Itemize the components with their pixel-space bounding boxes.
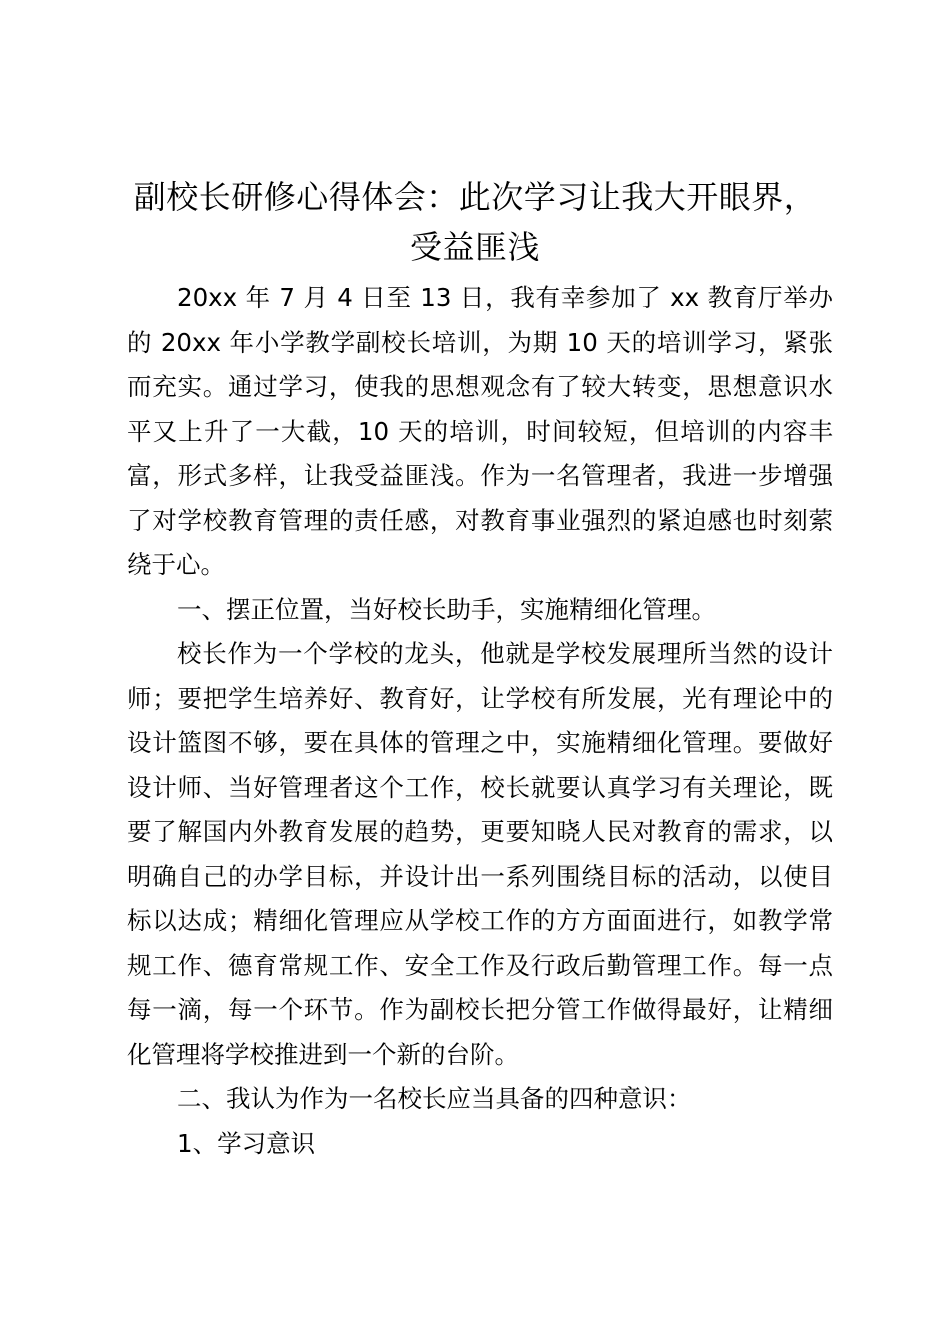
section-heading-1: 一、摆正位置，当好校长助手，实施精细化管理。 (177, 594, 716, 624)
title-line-2: 受益匪浅 (409, 228, 540, 266)
subsection-heading-1: 1、学习意识 (177, 1128, 316, 1158)
document-body (127, 276, 833, 1166)
document-title (110, 172, 840, 272)
intro-paragraph: 20xx 年 7 月 4 日至 13 日，我有幸参加了 xx 教育厅举办的 20xx 年小学教学副校长培训，为期 10 天的培训学习，紧张而充实。通过学习，使我的思想观念有了较大转变，思想意识水平又上升了一大截，10 天的培训，时间较短，但培训的内容丰富，形式多样，让我受益匪浅。作为一名管理者，我进一步增强了对学校教育管理的责任感，对教育事业强烈的紧迫感也时刻萦绕于心。 (127, 283, 833, 579)
title-line-1: 副校长研修心得体会：此次学习让我大开眼界， (133, 178, 817, 216)
section-1-paragraph: 校长作为一个学校的龙头，他就是学校发展理所当然的设计师；要把学生培养好、教育好，让学校有所发展，光有理论中的设计篮图不够，要在具体的管理之中，实施精细化管理。要做好设计师、当好管理者这个工作，校长就要认真学习有关理论，既要了解国内外教育发展的趋势，更要知晓人民对教育的需求，以明确自己的办学目标，并设计出一系列围绕目标的活动，以使目标以达成；精细化管理应从学校工作的方方面面进行，如教学常规工作、德育常规工作、安全工作及行政后勤管理工作。每一点每一滴，每一个环节。作为副校长把分管工作做得最好，让精细化管理将学校推进到一个新的台阶。 (127, 639, 833, 1069)
section-heading-2: 二、我认为作为一名校长应当具备的四种意识： (177, 1084, 692, 1113)
